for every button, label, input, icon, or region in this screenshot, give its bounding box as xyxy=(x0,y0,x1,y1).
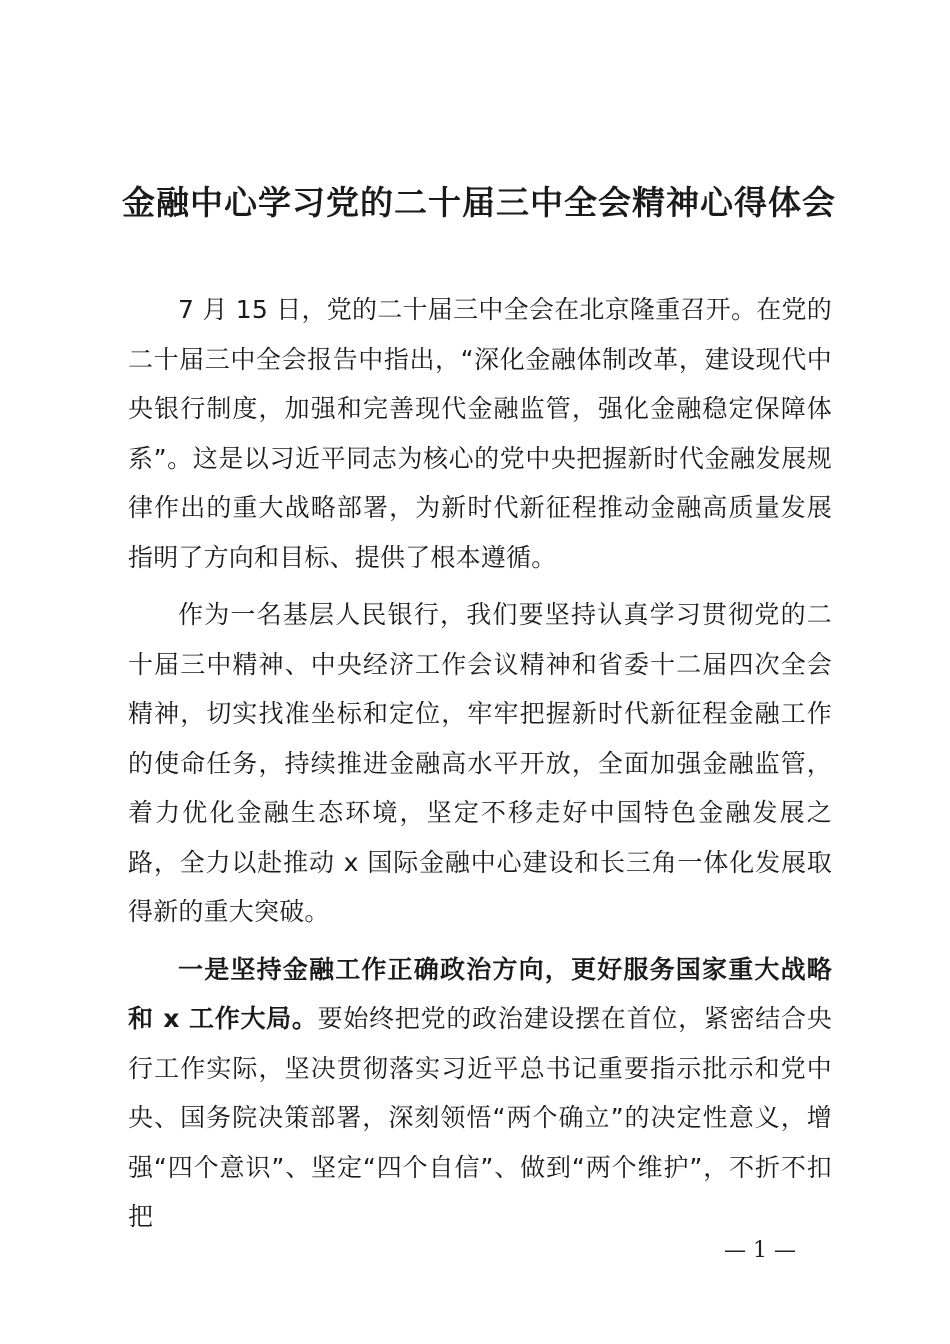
document-body xyxy=(128,285,832,1250)
paragraph-text: 要始终把党的政治建设摆在首位，紧密结合央行工作实际，坚决贯彻落实习近平总书记重要指示批示和党中央、国务院决策部署，深刻领悟“两个确立”的决定性意义，增强“四个意识”、坚定“四个自信”、做到“两个维护”，不折不扣把 xyxy=(128,1004,832,1231)
paragraph-intro xyxy=(128,285,832,582)
paragraph-heading: 一是坚持金融工作正确政治方向，更好服务国家重大战略和 x 工作大局。 xyxy=(128,954,832,1033)
paragraph-text: 7 月 15 日，党的二十届三中全会在北京隆重召开。在党的二十届三中全会报告中指出，“深化金融体制改革，建设现代中央银行制度，加强和完善现代金融监管，强化金融稳定保障体系”。这是以习近平同志为核心的党中央把握新时代金融发展规律作出的重大战略部署，为新时代新征程推动金融高质量发展指明了方向和目标、提供了根本遵循。 xyxy=(128,295,832,572)
paragraph-text: 作为一名基层人民银行，我们要坚持认真学习贯彻党的二十届三中精神、中央经济工作会议精神和省委十二届四次全会精神，切实找准坐标和定位，牢牢把握新时代新征程金融工作的使命任务，持续推进金融高水平开放，全面加强金融监管，着力优化金融生态环境，坚定不移走好中国特色金融发展之路，全力以赴推动 x 国际金融中心建设和长三角一体化发展取得新的重大突破。 xyxy=(128,600,832,926)
paragraph-point-one xyxy=(128,945,832,1242)
page-title: 金融中心学习党的二十届三中全会精神心得体会 xyxy=(122,183,836,222)
paragraph-commitment xyxy=(128,590,832,937)
page-number: — 1 — xyxy=(724,1238,796,1263)
